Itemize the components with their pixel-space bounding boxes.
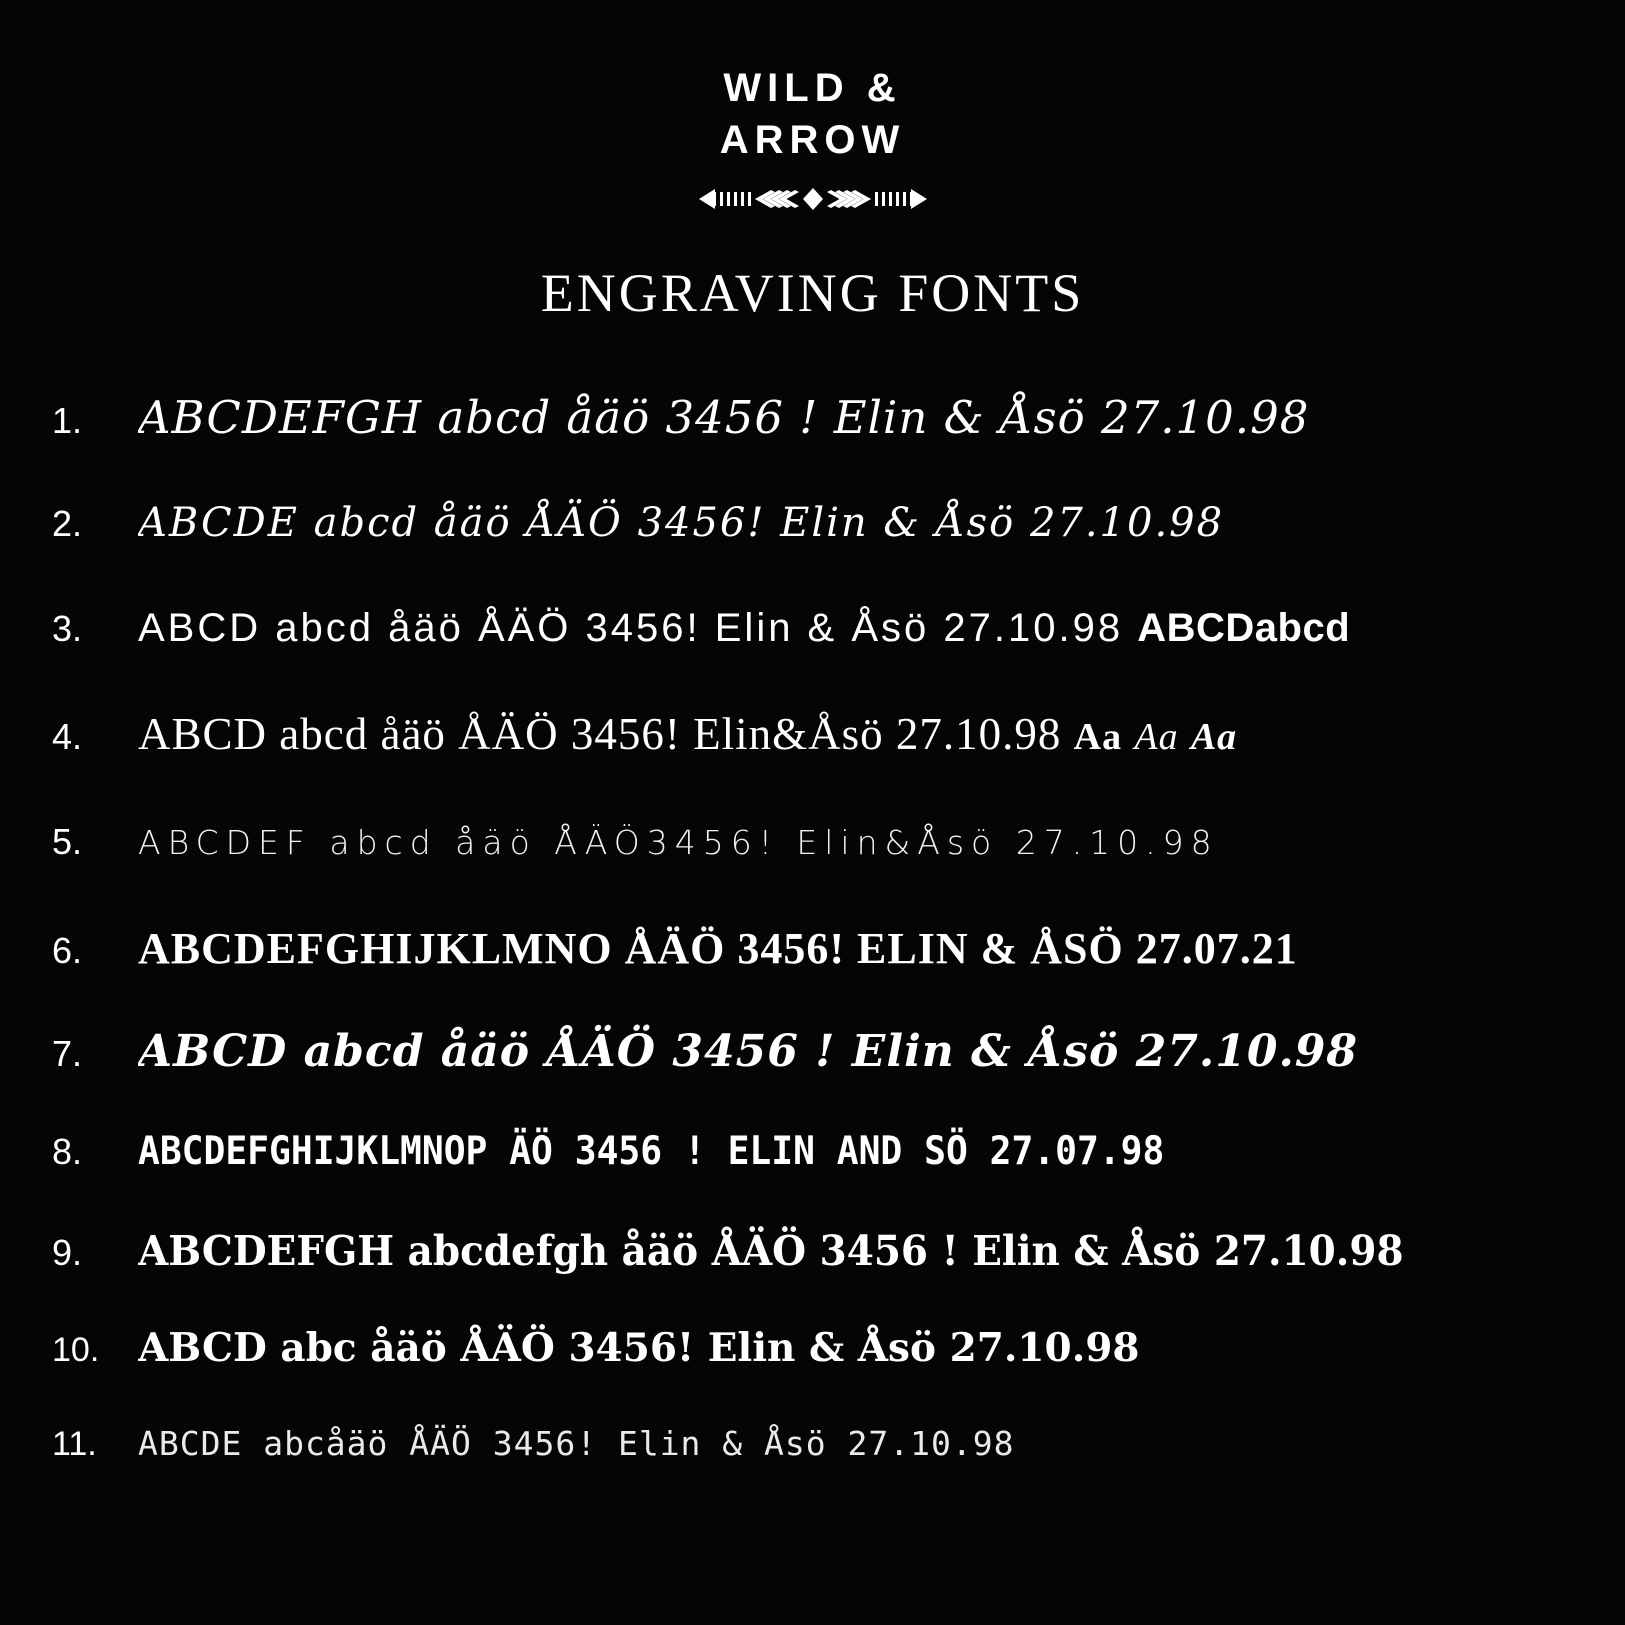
page-title: ENGRAVING FONTS bbox=[540, 263, 1085, 323]
list-item bbox=[52, 1107, 1581, 1197]
list-item bbox=[52, 901, 1581, 997]
list-item bbox=[52, 476, 1581, 570]
font-sample-4-bold: Aa bbox=[1073, 716, 1123, 758]
list-item-number: 11. bbox=[52, 1425, 97, 1463]
list-item-number: 7. bbox=[52, 1033, 83, 1074]
font-sample-6: ABCDEFGHIJKLMNO ÅÄÖ 3456! ELIN & ÅSÖ 27.07.21 bbox=[138, 924, 1298, 973]
list-item bbox=[52, 1007, 1581, 1097]
font-sample-9: ABCDEFGH abcdefgh åäö ÅÄÖ 3456 ! Elin & Åsö 27.10.98 bbox=[138, 1227, 1404, 1275]
font-sample-2: ABCDE abcd åäö ÅÄÖ 3456! Elin & Åsö 27.10.98 bbox=[138, 500, 1225, 546]
font-sample-3-regular: ABCD abcd åäö ÅÄÖ 3456! Elin & Åsö 27.10.98 bbox=[138, 606, 1138, 650]
list-item-number: 1. bbox=[52, 400, 83, 441]
list-item-number: 9. bbox=[52, 1232, 83, 1273]
font-sample-7: ABCD abcd åäö ÅÄÖ 3456 ! Elin & Åsö 27.10.98 bbox=[138, 1026, 1359, 1077]
list-item bbox=[52, 1207, 1581, 1295]
brand-logo bbox=[0, 0, 1625, 218]
list-item bbox=[52, 580, 1581, 676]
font-sample-4-italic: Aa bbox=[1134, 716, 1179, 758]
font-sample-10: ABCD abc åäö ÅÄÖ 3456! Elin & Åsö 27.10.98 bbox=[138, 1325, 1140, 1371]
font-sample-5: ABCDEF abcd åäö ÅÄÖ3456! Elin&Åsö 27.10.98 bbox=[138, 823, 1219, 862]
list-item-number: 5. bbox=[52, 821, 83, 862]
list-item-number: 2. bbox=[52, 503, 83, 544]
list-item bbox=[52, 1305, 1581, 1391]
list-item bbox=[52, 795, 1581, 891]
list-item bbox=[52, 686, 1581, 785]
brand-line-2: ARROW bbox=[719, 118, 906, 162]
font-sample-4-regular: ABCD abcd åäö ÅÄÖ 3456! Elin&Åsö 27.10.98 bbox=[138, 709, 1074, 759]
double-arrow-ornament-icon bbox=[699, 180, 927, 218]
list-item-number: 10. bbox=[52, 1331, 100, 1369]
list-item bbox=[52, 370, 1581, 466]
font-sample-8: ABCDEFGHIJKLMNOP ÄÖ 3456 ! ELIN AND SÖ 27.07.98 bbox=[138, 1129, 1165, 1174]
font-sample-3 bbox=[138, 580, 1581, 676]
list-item-number: 4. bbox=[52, 716, 83, 757]
font-specimen-list bbox=[0, 370, 1625, 1487]
font-sample-1: ABCDEFGH abcd åäö 3456 ! Elin & Åsö 27.10.98 bbox=[138, 391, 1310, 444]
brand-line-1: WILD & bbox=[723, 66, 902, 110]
list-item-number: 8. bbox=[52, 1131, 83, 1172]
list-item-number: 3. bbox=[52, 608, 83, 649]
font-sample-4-bold-italic: Aa bbox=[1190, 716, 1238, 758]
font-sample-11: ABCDE abcåäö ÅÄÖ 3456! Elin & Åsö 27.10.98 bbox=[138, 1424, 1015, 1463]
list-item-number: 6. bbox=[52, 930, 83, 971]
font-sample-3-bold: ABCDabcd bbox=[1137, 606, 1351, 650]
list-item bbox=[52, 1401, 1581, 1487]
font-sample-4 bbox=[138, 686, 1581, 785]
